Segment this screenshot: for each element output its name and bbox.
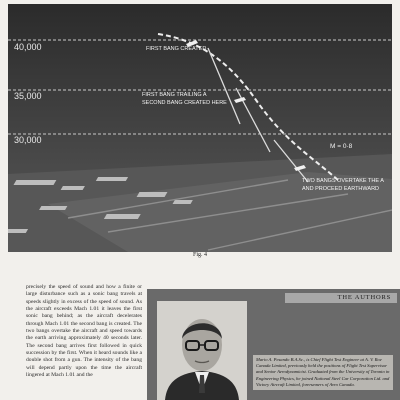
altitude-label-35000: 35,000 (14, 91, 42, 101)
authors-header-label: THE AUTHORS (337, 294, 391, 301)
callout-two-bangs-line2: AND PROCEED EARTHWARD (302, 186, 380, 192)
author-bio: Mario A. Pesando B.A.Sc., is Chief Flight Test Engineer at A. V. Roe Canada Limited, previously held the positions of Flight Test Supervisor and Senior Aerodynamicist. Graduated from the University of Toronto in Engineering Physics, he joined National Steel Car Corporation Ltd. and Victory Aircraft Limited, forerunners of Avro Canada. (253, 355, 393, 390)
body-text-column: precisely the speed of sound and how a finite or large disturbance such as a sonic bang travels at speeds slightly in excess of the speed of sound. As the aircraft exceeds Mach 1.01 it leaves the first sonic bang behind; as the aircraft decelerates through Mach 1.01 the second bang is created. The two bangs overtake the aircraft and speed towards the earth arriving approximately 40 seconds later. The second bang arrives first followed in quick succession by the first. When it heard sounds like a double shot from a gun. The intensity of the bang will depend partly upon the time the aircraft lingered at Mach 1.01 and the (26, 284, 142, 379)
callout-first-bang-trailing: FIRST BANG TRAILING A (142, 92, 207, 98)
author-portrait (157, 301, 247, 400)
authors-header (285, 293, 397, 303)
portrait-illustration (157, 301, 247, 400)
figure-caption: Fig. 4 (192, 252, 207, 258)
callout-second-bang-created: SECOND BANG CREATED HERE (142, 100, 227, 106)
portrait-tie (199, 375, 205, 393)
figure-illustration (8, 4, 392, 252)
altitude-label-30000: 30,000 (14, 135, 42, 145)
authors-panel (147, 289, 400, 400)
callout-first-bang-created: FIRST BANG CREATED (146, 46, 207, 52)
callout-mach: M = 0·8 (330, 143, 353, 150)
figure-svg (8, 4, 392, 252)
altitude-label-40000: 40,000 (14, 42, 42, 52)
callout-two-bangs-line1: TWO BANGS OVERTAKE THE A (302, 178, 384, 184)
